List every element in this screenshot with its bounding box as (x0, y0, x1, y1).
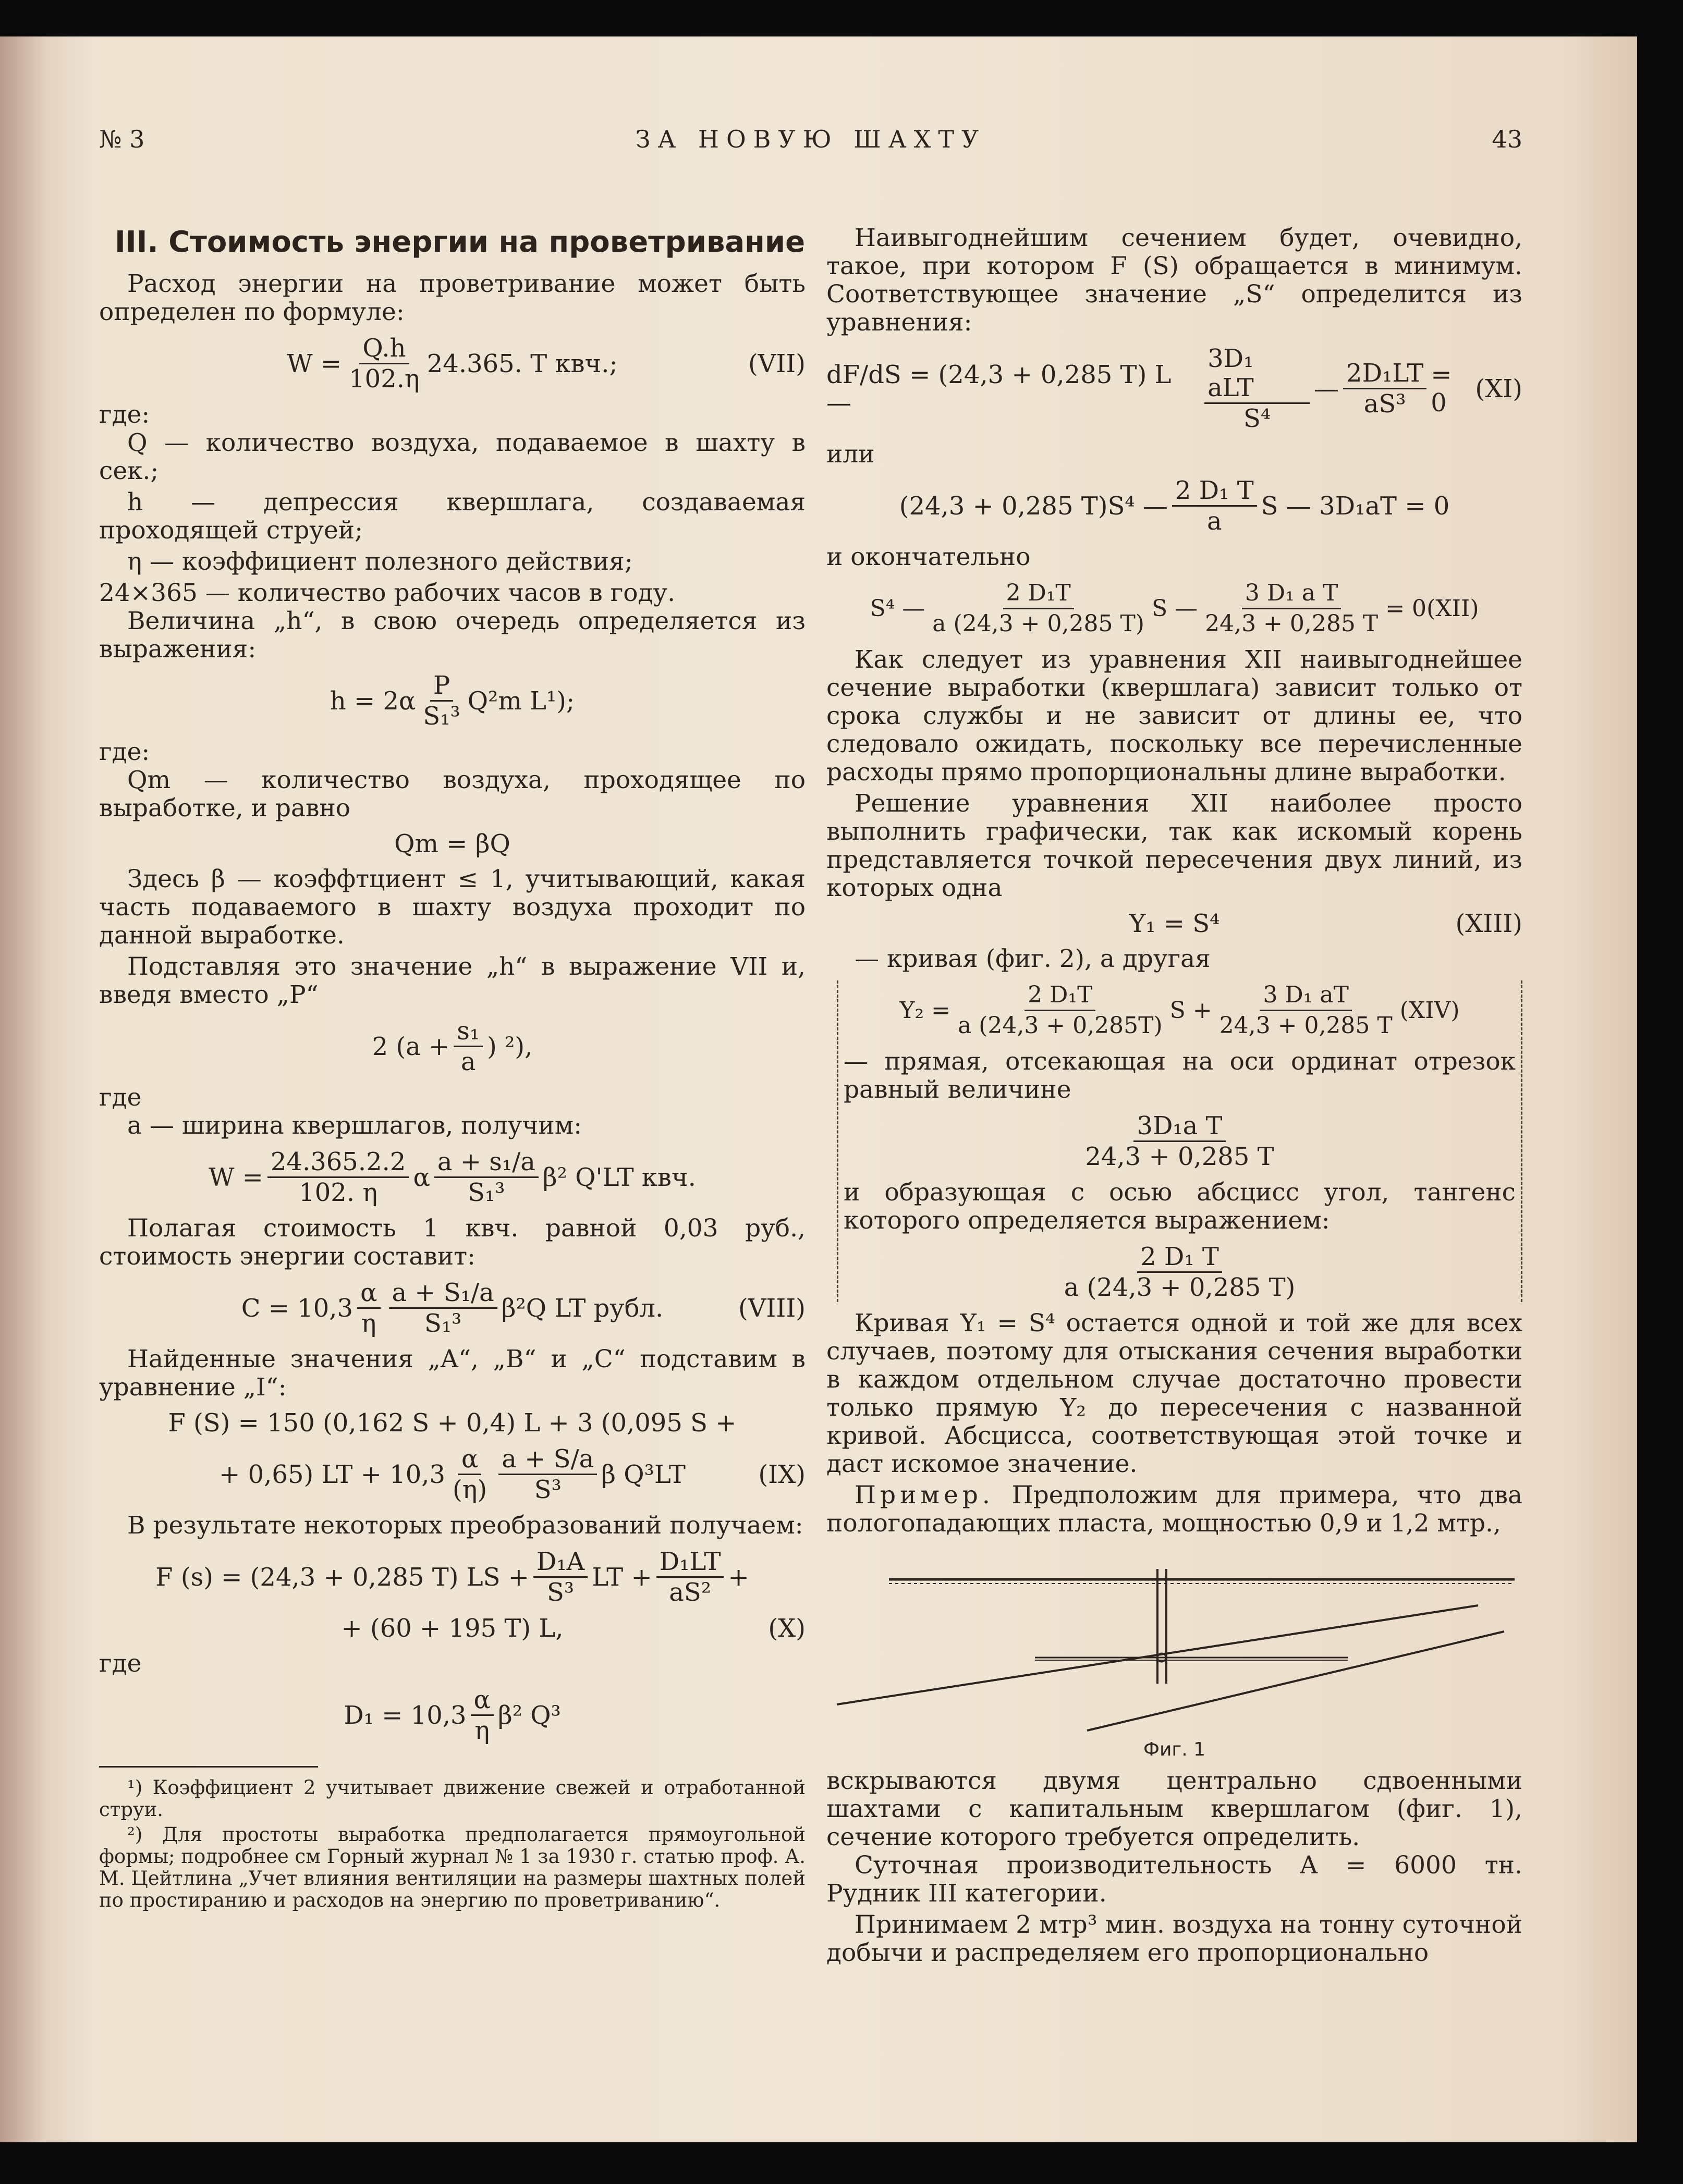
example-label: Пример. (855, 1481, 994, 1510)
section-title: III. Стоимость энергии на проветривание (115, 225, 806, 259)
formula-tangent: $\frac{\text{2 D₁ T}}{a (24,3 + 0,285 T)}$ (1064, 1242, 1296, 1302)
paragraph: Суточная производительность A = 6000 тн. Рудник III категории. (826, 1851, 1522, 1908)
equation-number: (VIII) (738, 1293, 806, 1323)
equation-number: (XIV) (1399, 997, 1460, 1024)
formula-vii: W = $\frac{Q.h}{102.\eta}$ 24.365. T квч.; (VII) (287, 334, 806, 394)
paragraph: Полагая стоимость 1 квч. равной 0,03 руб., стоимость энергии составит: (99, 1214, 806, 1271)
finally-label: и окончательно (826, 543, 1031, 571)
footnote-rule (99, 1766, 318, 1768)
equation-number: (IX) (758, 1459, 806, 1489)
equation-number: (XII) (1426, 595, 1479, 622)
formula-d1: D₁ = 10,3 $\frac{\alpha}{\eta}$ β² Q³ (344, 1685, 561, 1745)
paragraph: Здесь β — коэффтциент ≤ 1, учитывающий, какая часть подаваемого в шахту воздуха проходит по данной выработке. (99, 865, 806, 950)
page-number: 43 (1492, 125, 1522, 153)
paragraph: — прямая, отсекающая на оси ординат отрезок равный величине (844, 1047, 1516, 1104)
formula-h: h = 2α $\frac{P}{\text{S₁³}}$ Q²m L¹); (330, 671, 575, 731)
paragraph: Пример. Предположим для примера, что два пологопадающих пласта, мощностью 0,9 и 1,2 мтр., (826, 1481, 1522, 1538)
footnote: ²) Для простоты выработка предполагается прямоугольной формы; подробнее см Горный журнал № 1 за 1930 г. статью проф. А. М. Цейтлина „Учет влияния вентиляции на размеры шахтных полей по простиранию и расходов на энергию по проветриванию“. (99, 1823, 806, 1911)
paragraph: Подставляя это значение „h“ в выражение VII и, введя вместо „P“ (99, 952, 806, 1009)
formula-xi-b: (24,3 + 0,285 T)S⁴ — $\frac{\text{2 D₁ T}}{a}$ S — 3D₁aT = 0 (899, 476, 1450, 536)
paragraph: и образующая с осью абсцисс угол, тангенс которого определяется выражением: (844, 1178, 1516, 1235)
paragraph: Величина „h“, в свою очередь определяется из выражения: (99, 607, 806, 664)
paragraph: Расход энергии на проветривание может быть определен по формуле: (99, 269, 806, 326)
formula-segment: $\frac{\text{3D₁a T}}{24,3 + 0,285 T}$ (1085, 1111, 1274, 1171)
footnote: ¹) Коэффициент 2 учитывает движение свежей и отработанной струи. (99, 1776, 806, 1821)
equation-number: (VII) (748, 349, 806, 378)
paragraph: Кривая Y₁ = S⁴ остается одной и той же для всех случаев, поэтому для отыскания сечения выработки в каждом отдельном случае достаточно провести только прямую Y₂ до пересечения с названной кривой. Абсцисса, соответствующая этой точке и даст искомое значение. (826, 1309, 1522, 1478)
bracketed-block (837, 980, 1522, 1302)
where-label: где: (99, 400, 150, 429)
left-column (99, 224, 806, 1915)
formula-qm: Qm = βQ (394, 829, 510, 858)
definition: η — коэффициент полезного действия; (127, 547, 633, 576)
paragraph: В результате некоторых преобразований получаем: (127, 1511, 803, 1540)
mine-section-diagram (826, 1553, 1522, 1736)
formula-xiii: Y₁ = S⁴ (XIII) (1129, 909, 1522, 938)
formula-p: 2 (a + $\frac{\text{s₁}}{a}$ ) ²), (372, 1016, 533, 1076)
where-label: где (99, 1083, 142, 1112)
equation-number: (XI) (1475, 374, 1522, 403)
paragraph: Как следует из уравнения XII наивыгоднейшее сечение выработки (квершлага) зависит только от срока службы и не зависит от длины ее, что следовало ожидать, поскольку все перечисленные расходы прямо пропорциональны длине выработки. (826, 645, 1522, 787)
equation-number: (XIII) (1455, 909, 1522, 938)
definition: Q — количество воздуха, подаваемое в шахту в сек.; (99, 428, 806, 485)
where-label: где (99, 1649, 142, 1678)
formula-xiv: Y₂ = $\frac{\text{2 D₁T}}{a (24,3 + 0,285T)}$ S + $\frac{\text{3 D₁ aT}}{24,3 + 0,285 T}$ (XIV) (899, 981, 1460, 1039)
formula-ix-line1: F (S) = 150 (0,162 S + 0,4) L + 3 (0,095 S + (168, 1408, 737, 1438)
formula-x-line2: + (60 + 195 T) L, (X) (341, 1614, 806, 1643)
paragraph: вскрываются двумя центрально сдвоенными шахтами с капитальным квершлагом (фиг. 1), сечение которого требуется определить. (826, 1766, 1522, 1851)
running-header (99, 125, 1522, 177)
paragraph: Наивыгоднейшим сечением будет, очевидно, такое, при котором F (S) обращается в минимум. Соответствующее значение „S“ определится из уравнения: (826, 224, 1522, 337)
or-label: или (826, 440, 875, 469)
definition: Qm — количество воздуха, проходящее по выработке, и равно (99, 766, 806, 823)
journal-page (0, 36, 1637, 2142)
footnotes (99, 1766, 806, 1911)
issue-number: № 3 (99, 125, 145, 153)
formula-x-line1: F (s) = (24,3 + 0,285 T) LS + $\frac{\text{D₁A}}{\text{S³}}$ LT + $\frac{\text{D₁LT}}{\text{aS²}}$ + (155, 1547, 749, 1607)
formula-w: W = $\frac{24.365.2.2}{102. \eta}$ α $\frac{\text{a + s₁/a}}{\text{S₁³}}$ β² Q'LT квч. (209, 1147, 696, 1207)
paragraph: Решение уравнения XII наиболее просто выполнить графически, так как искомый корень представляется точкой пересечения двух линий, из которых одна (826, 789, 1522, 902)
figure-1 (826, 1553, 1522, 1762)
definition: 24×365 — количество рабочих часов в году. (99, 579, 676, 607)
formula-viii: C = 10,3 $\frac{\alpha}{\eta}$ $\frac{\text{a + S₁/a}}{\text{S₁³}}$ β²Q LT рубл. (VIII) (241, 1278, 806, 1338)
formula-ix-line2: + 0,65) LT + 10,3 $\frac{\alpha}{(\eta)}$ $\frac{a + S/a}{\text{S³}}$ β Q³LT (IX) (219, 1444, 806, 1504)
figure-caption: Фиг. 1 (1143, 1739, 1206, 1760)
definition: a — ширина квершлагов, получим: (127, 1111, 582, 1140)
formula-xi: dF/dS = (24,3 + 0,285 T) L — $\frac{\text{3D₁ aLT}}{\text{S⁴}}$ — $\frac{\text{2D₁LT}}{\text{aS³}}$ = 0 (XI) (826, 344, 1522, 433)
paragraph: Принимаем 2 мтр³ мин. воздуха на тонну суточной добычи и распределяем его пропорционально (826, 1910, 1522, 1967)
paragraph: Найденные значения „A“, „B“ и „C“ подставим в уравнение „I“: (99, 1345, 806, 1402)
equation-number: (X) (768, 1614, 806, 1643)
definition: h — депрессия квершлага, создаваемая проходящей струей; (99, 488, 806, 545)
formula-xii: S⁴ — $\frac{\text{2 D₁T}}{a (24,3 + 0,285 T)}$ S — $\frac{\text{3 D₁ a T}}{24,3 + 0,285 T}$ = 0 (XII) (870, 580, 1479, 637)
right-column (826, 224, 1522, 1970)
where-label: где: (99, 738, 150, 766)
paragraph: — кривая (фиг. 2), а другая (855, 944, 1211, 973)
journal-title: ЗА НОВУЮ ШАХТУ (635, 125, 986, 153)
